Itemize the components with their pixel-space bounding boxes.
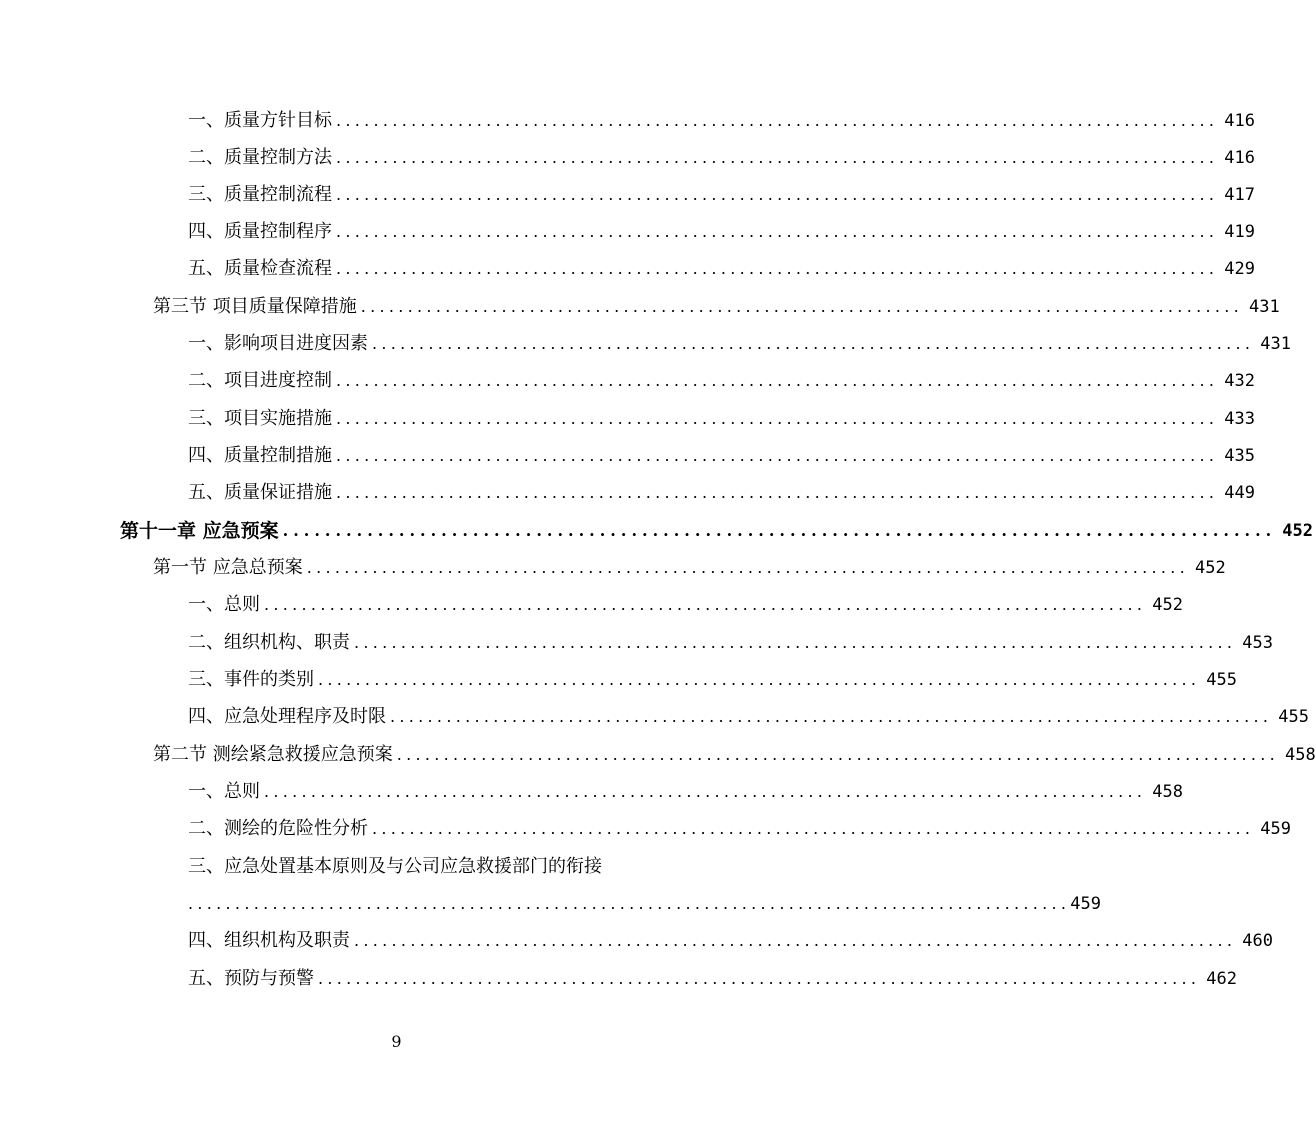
- toc-leader-dots: ..............................................................................................: [318, 670, 1201, 689]
- toc-entry-page: 455: [1206, 670, 1237, 690]
- toc-leader-dots: ..............................................................................................: [188, 894, 1071, 913]
- toc-entry-title: 三、质量控制流程: [188, 184, 332, 205]
- toc-leader-dots: ..............................................................................................: [318, 969, 1201, 988]
- toc-leader-dots: ..............................................................................................: [264, 782, 1147, 801]
- toc-entry-title: 五、预防与预警: [188, 968, 314, 989]
- toc-leader-dots: ..............................................................................................: [336, 371, 1219, 390]
- toc-entry-wrapped-title[interactable]: [188, 852, 675, 878]
- toc-leader-dots: ..............................................................................................: [336, 409, 1219, 428]
- toc-entry[interactable]: [188, 702, 1309, 728]
- toc-entry[interactable]: [188, 441, 1255, 467]
- toc-entry-page: 419: [1224, 222, 1255, 242]
- toc-entry[interactable]: [188, 217, 1255, 243]
- toc-entry[interactable]: [188, 628, 1273, 654]
- toc-entry-page: 452: [1282, 521, 1313, 541]
- toc-entry-page: 429: [1224, 259, 1255, 279]
- toc-entry-page: 462: [1206, 969, 1237, 989]
- toc-leader-dots: ..............................................................................................: [336, 446, 1219, 465]
- toc-leader-dots: ..............................................................................................: [360, 297, 1244, 316]
- toc-entry-title: 一、影响项目进度因素: [188, 333, 368, 354]
- toc-entry-page: 433: [1224, 409, 1255, 429]
- toc-entry-title: 四、应急处理程序及时限: [188, 706, 386, 727]
- page-number: 9: [391, 1032, 402, 1051]
- toc-entry-title: 第十一章 应急预案: [120, 520, 279, 542]
- toc-entry-page: 455: [1278, 707, 1309, 727]
- toc-leader-dots: ..............................................................................................: [336, 222, 1219, 241]
- toc-entry-title: 第一节 应急总预案: [153, 557, 303, 578]
- toc-entry[interactable]: [188, 665, 1237, 691]
- toc-entry-title: 二、项目进度控制: [188, 370, 332, 391]
- toc-leader-dots: ..............................................................................................: [372, 819, 1255, 838]
- toc-entry[interactable]: [188, 926, 1273, 952]
- toc-entry[interactable]: [188, 180, 1255, 206]
- toc-entry-title: 三、事件的类别: [188, 669, 314, 690]
- toc-entry[interactable]: [188, 106, 1255, 132]
- toc-entry-page: 435: [1224, 446, 1255, 466]
- toc-entry-page: 416: [1224, 111, 1255, 131]
- toc-entry-title: 四、组织机构及职责: [188, 930, 350, 951]
- toc-entry-wrapped-leader[interactable]: [188, 889, 1101, 915]
- toc-entry-title: 一、总则: [188, 781, 260, 802]
- toc-section-entry[interactable]: [153, 740, 1316, 766]
- toc-entry-title: 第三节 项目质量保障措施: [153, 296, 357, 317]
- toc-entry-page: 459: [1260, 819, 1291, 839]
- toc-leader-dots: ..............................................................................................: [306, 558, 1190, 577]
- toc-leader-dots: ..............................................................................................: [354, 633, 1237, 652]
- toc-entry[interactable]: [188, 404, 1255, 430]
- toc-entry-title: 一、质量方针目标: [188, 110, 332, 131]
- toc-leader-dots: ..............................................................................................: [264, 595, 1147, 614]
- toc-entry[interactable]: [188, 590, 1183, 616]
- toc-entry-page: 431: [1249, 297, 1280, 317]
- toc-entry-title: 四、质量控制程序: [188, 221, 332, 242]
- toc-entry-title: 五、质量检查流程: [188, 258, 332, 279]
- toc-leader-dots: ..............................................................................................: [336, 483, 1219, 502]
- toc-entry-title: 一、总则: [188, 594, 260, 615]
- toc-entry[interactable]: [188, 143, 1255, 169]
- toc-entry-page: 452: [1152, 595, 1183, 615]
- toc-leader-dots: ..............................................................................................: [396, 745, 1280, 764]
- toc-section-entry[interactable]: [153, 553, 1226, 579]
- toc-entry-page: 431: [1260, 334, 1291, 354]
- toc-entry-page: 417: [1224, 185, 1255, 205]
- toc-leader-dots: ..............................................................................................: [282, 521, 1277, 540]
- toc-entry-page: 452: [1195, 558, 1226, 578]
- toc-entry-title: 二、组织机构、职责: [188, 632, 350, 653]
- toc-leader-dots: ..............................................................................................: [354, 931, 1237, 950]
- toc-entry-title: 二、测绘的危险性分析: [188, 818, 368, 839]
- toc-entry-title: 第二节 测绘紧急救援应急预案: [153, 744, 393, 765]
- toc-entry[interactable]: [188, 478, 1255, 504]
- toc-entry-page: 458: [1285, 745, 1316, 765]
- toc-leader-dots: ..............................................................................................: [336, 111, 1219, 130]
- toc-entry-page: 459: [1070, 894, 1101, 914]
- toc-entry[interactable]: [188, 964, 1237, 990]
- toc-entry[interactable]: [188, 254, 1255, 280]
- toc-entry-page: 449: [1224, 483, 1255, 503]
- toc-entry[interactable]: [188, 777, 1183, 803]
- toc-leader-dots: ..............................................................................................: [372, 334, 1255, 353]
- toc-entry[interactable]: [188, 329, 1291, 355]
- toc-entry-title: 三、项目实施措施: [188, 408, 332, 429]
- toc-entry-title: 二、质量控制方法: [188, 147, 332, 168]
- toc-entry-page: 416: [1224, 148, 1255, 168]
- toc-entry-page: 460: [1242, 931, 1273, 951]
- toc-entry-page: 453: [1242, 633, 1273, 653]
- toc-entry-page: 432: [1224, 371, 1255, 391]
- toc-entry-title: 五、质量保证措施: [188, 482, 332, 503]
- toc-section-entry[interactable]: [153, 292, 1280, 318]
- toc-leader-dots: ..............................................................................................: [336, 185, 1219, 204]
- toc-entry[interactable]: [188, 366, 1255, 392]
- toc-leader-dots: ..............................................................................................: [390, 707, 1273, 726]
- toc-entry-page: 458: [1152, 782, 1183, 802]
- toc-entry-title: 四、质量控制措施: [188, 445, 332, 466]
- toc-entry-title: 三、应急处置基本原则及与公司应急救援部门的衔接: [188, 856, 602, 877]
- toc-chapter-entry[interactable]: [120, 516, 1313, 542]
- toc-leader-dots: ..............................................................................................: [336, 259, 1219, 278]
- toc-leader-dots: ..............................................................................................: [336, 148, 1219, 167]
- toc-entry[interactable]: [188, 814, 1291, 840]
